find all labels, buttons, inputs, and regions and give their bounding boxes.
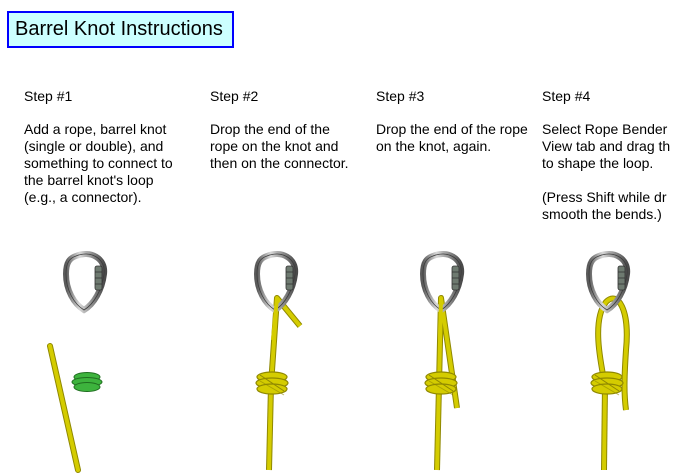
step-1-label: Step #1 <box>24 88 73 104</box>
step-2-text: Drop the end of the rope on the knot and then on the connector. <box>210 121 349 171</box>
title-box <box>7 11 234 48</box>
step-3-label: Step #3 <box>376 88 425 104</box>
step-1-illustration <box>40 240 160 475</box>
step-4-label: Step #4 <box>542 88 591 104</box>
step-2 <box>210 88 390 172</box>
step-4-illustration <box>560 240 675 475</box>
barrel-knot-icon <box>425 372 457 395</box>
page-title: Barrel Knot Instructions <box>15 18 223 40</box>
barrel-knot-icon <box>256 372 288 395</box>
connector-icon <box>66 254 104 310</box>
barrel-knot-icon <box>72 373 102 392</box>
step-4-note: (Press Shift while dr smooth the bends.) <box>542 189 667 222</box>
step-4-text: Select Rope Bender View tab and drag th to shape the loop. <box>542 121 671 171</box>
barrel-knot-icon <box>591 372 623 395</box>
step-4 <box>542 88 675 223</box>
step-2-label: Step #2 <box>210 88 259 104</box>
step-3 <box>376 88 556 155</box>
rope-icon <box>50 346 78 470</box>
step-3-text: Drop the end of the rope on the knot, again. <box>376 121 528 154</box>
step-2-illustration <box>225 240 345 475</box>
step-1-text: Add a rope, barrel knot (single or double), and something to connect to the barrel knot's loop (e.g., a connector). <box>24 121 173 205</box>
step-1 <box>24 88 204 206</box>
step-3-illustration <box>395 240 515 475</box>
